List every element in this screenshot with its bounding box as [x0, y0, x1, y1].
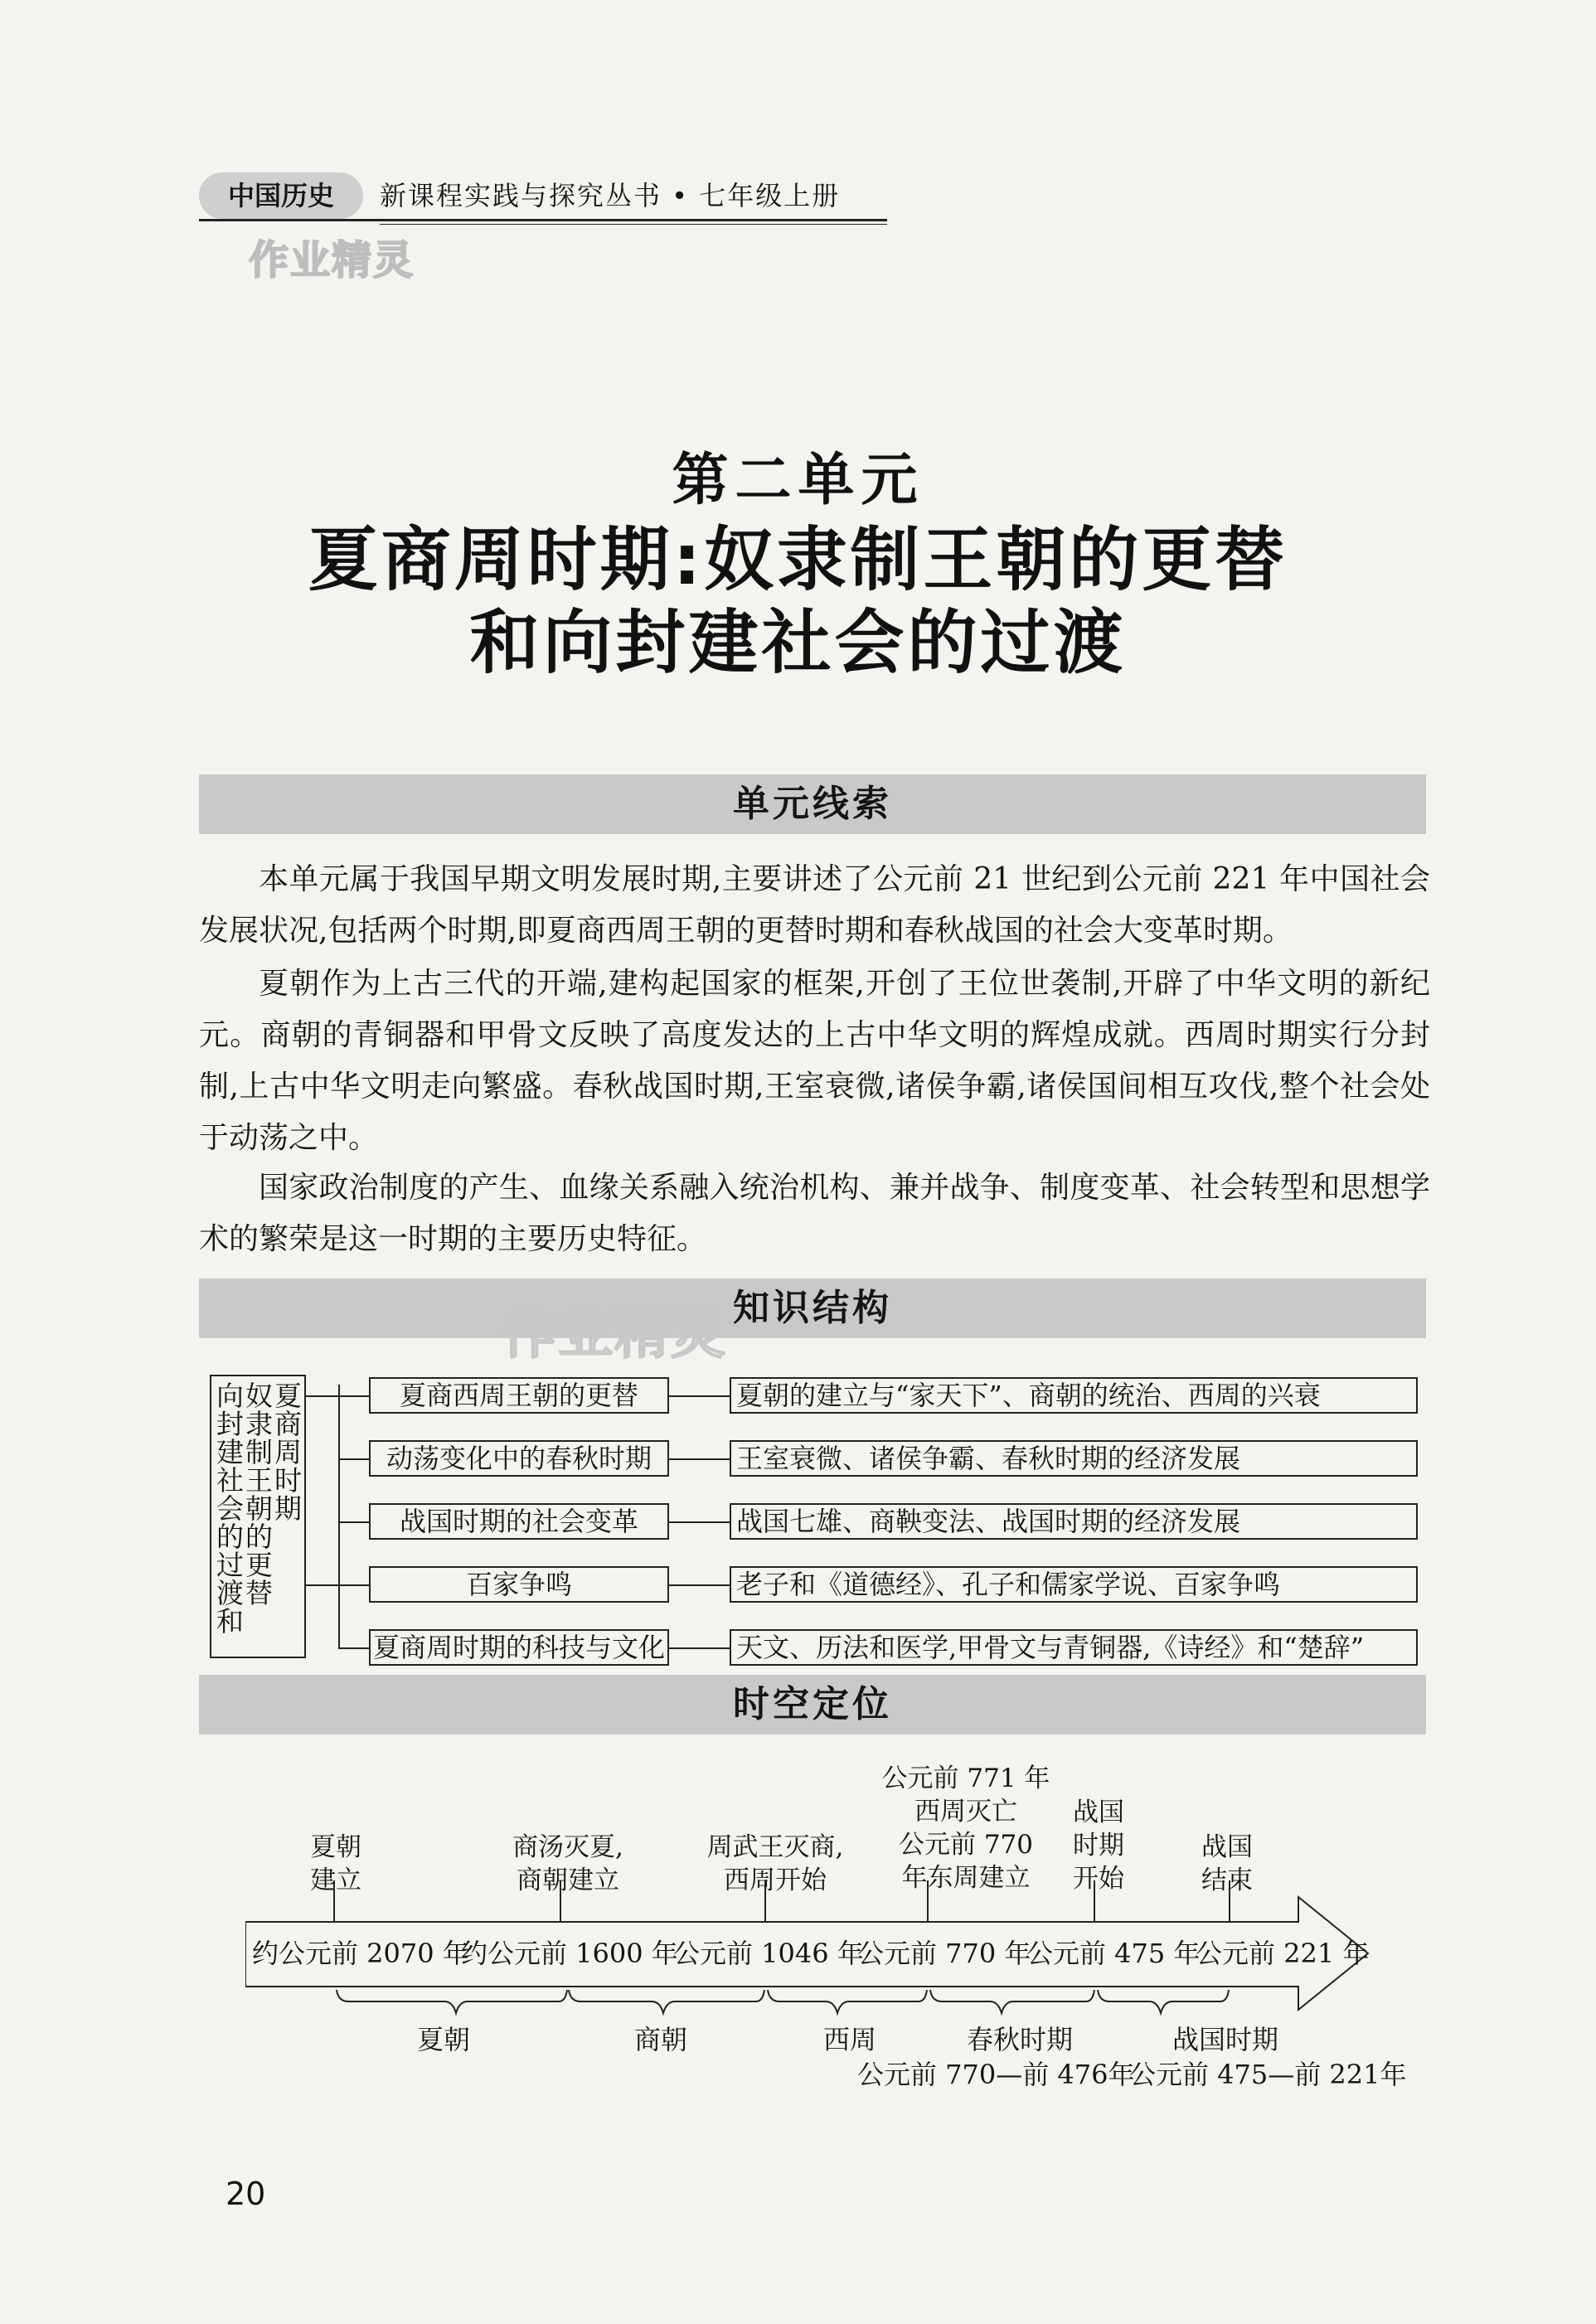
period-brace	[1098, 1990, 1229, 2013]
watermark-logo: 作业精灵	[249, 237, 415, 284]
timeline-year: 公元前 475 年	[1026, 1938, 1201, 1969]
timeline-event-label: 战国 结束	[1201, 1832, 1253, 1895]
structure-topic-box: 动荡变化中的春秋时期	[369, 1440, 669, 1477]
unit-title-line1: 夏商周时期:奴隶制王朝的更替	[308, 519, 1288, 600]
subject-tag: 中国历史	[199, 172, 363, 219]
structure-detail-box: 老子和《道德经》、孔子和儒家学说、百家争鸣	[730, 1566, 1418, 1603]
header-rule-thin	[380, 224, 887, 225]
connector-line	[306, 1395, 369, 1397]
structure-topic-box: 夏商西周王朝的更替	[369, 1377, 669, 1414]
section-heading-timeline: 时空定位	[199, 1675, 1426, 1735]
structure-detail-box: 王室衰微、诸侯争霸、春秋时期的经济发展	[730, 1440, 1418, 1477]
connector-line	[306, 1584, 369, 1586]
period-range: 公元前 770—前 476年	[857, 2059, 1135, 2090]
timeline-year: 约公元前 1600 年	[461, 1938, 678, 1969]
period-label: 商朝	[633, 2024, 687, 2055]
connector-line	[338, 1647, 369, 1649]
section-heading-structure: 知识结构	[199, 1278, 1426, 1338]
root-text-col-1: 夏商周时期	[270, 1381, 303, 1522]
structure-topic-box: 百家争鸣	[369, 1566, 669, 1603]
structure-root-box	[210, 1375, 306, 1658]
clue-paragraph: 国家政治制度的产生、血缘关系融入统治机构、兼并战争、制度变革、社会转型和思想学术的繁荣是这一时期的主要历史特征。	[199, 1171, 1430, 1256]
structure-detail-box: 天文、历法和医学,甲骨文与青铜器,《诗经》和“楚辞”	[730, 1629, 1418, 1666]
connector-line	[338, 1521, 369, 1523]
clue-paragraph: 夏朝作为上古三代的开端,建构起国家的框架,开创了王位世袭制,开辟了中华文明的新纪元。商朝的青铜器和甲骨文反映了高度发达的上古中华文明的辉煌成就。西周时期实行分封制,上古中华文明走向繁盛。春秋战国时期,王室衰微,诸侯争霸,诸侯国间相互攻伐,整个社会处于动荡之中。	[199, 967, 1430, 1155]
root-text-col-3: 向封建社会的过渡和	[212, 1381, 245, 1635]
connector-line	[669, 1458, 730, 1460]
timeline-year: 公元前 1046 年	[673, 1938, 864, 1969]
period-brace	[768, 1990, 927, 2013]
section-heading-clue: 单元线索	[199, 774, 1426, 834]
page-number: 20	[226, 2176, 266, 2212]
watermark-logo: 作业精灵	[502, 1302, 727, 1366]
structure-trunk-line	[338, 1385, 340, 1648]
period-brace	[337, 1990, 567, 2013]
period-label: 春秋时期	[966, 2024, 1073, 2055]
timeline-event-label: 夏朝 建立	[310, 1832, 361, 1895]
period-label: 战国时期	[1172, 2024, 1278, 2055]
period-brace	[569, 1990, 764, 2013]
header-rule	[199, 219, 887, 221]
structure-detail-box: 夏朝的建立与“家天下”、商朝的统治、西周的兴衰	[730, 1377, 1418, 1414]
timeline-year: 公元前 221 年	[1196, 1938, 1370, 1969]
unit-number: 第二单元	[672, 448, 924, 513]
structure-detail-box: 战国七雄、商鞅变法、战国时期的经济发展	[730, 1503, 1418, 1540]
timeline-year: 公元前 770 年	[857, 1938, 1031, 1969]
timeline-year: 约公元前 2070 年	[252, 1938, 469, 1969]
period-brace	[930, 1990, 1094, 2013]
structure-topic-box: 战国时期的社会变革	[369, 1503, 669, 1540]
timeline-event-label: 周武王灭商, 西周开始	[706, 1832, 844, 1895]
period-label: 夏朝	[416, 2024, 470, 2055]
timeline-event-label: 商汤灭夏, 商朝建立	[512, 1832, 623, 1895]
structure-topic-box: 夏商周时期的科技与文化	[369, 1629, 669, 1666]
connector-line	[669, 1395, 730, 1397]
connector-line	[669, 1584, 730, 1586]
root-text-col-2: 奴隶制王朝的更替	[241, 1381, 274, 1607]
period-range: 公元前 475—前 221年	[1129, 2059, 1407, 2090]
connector-line	[669, 1647, 730, 1649]
connector-line	[338, 1458, 369, 1460]
clue-paragraph: 本单元属于我国早期文明发展时期,主要讲述了公元前 21 世纪到公元前 221 年中国社会发展状况,包括两个时期,即夏商西周王朝的更替时期和春秋战国的社会大变革时期。	[199, 862, 1430, 948]
unit-title-line2: 和向封建社会的过渡	[469, 602, 1127, 683]
timeline-event-label: 战国 时期 开始	[1073, 1798, 1124, 1894]
period-label: 西周	[822, 2024, 876, 2055]
connector-line	[669, 1521, 730, 1523]
series-title: 新课程实践与探究丛书 • 七年级上册	[380, 180, 841, 211]
timeline-event-label: 公元前 771 年 西周灭亡 公元前 770 年东周建立	[881, 1764, 1050, 1893]
